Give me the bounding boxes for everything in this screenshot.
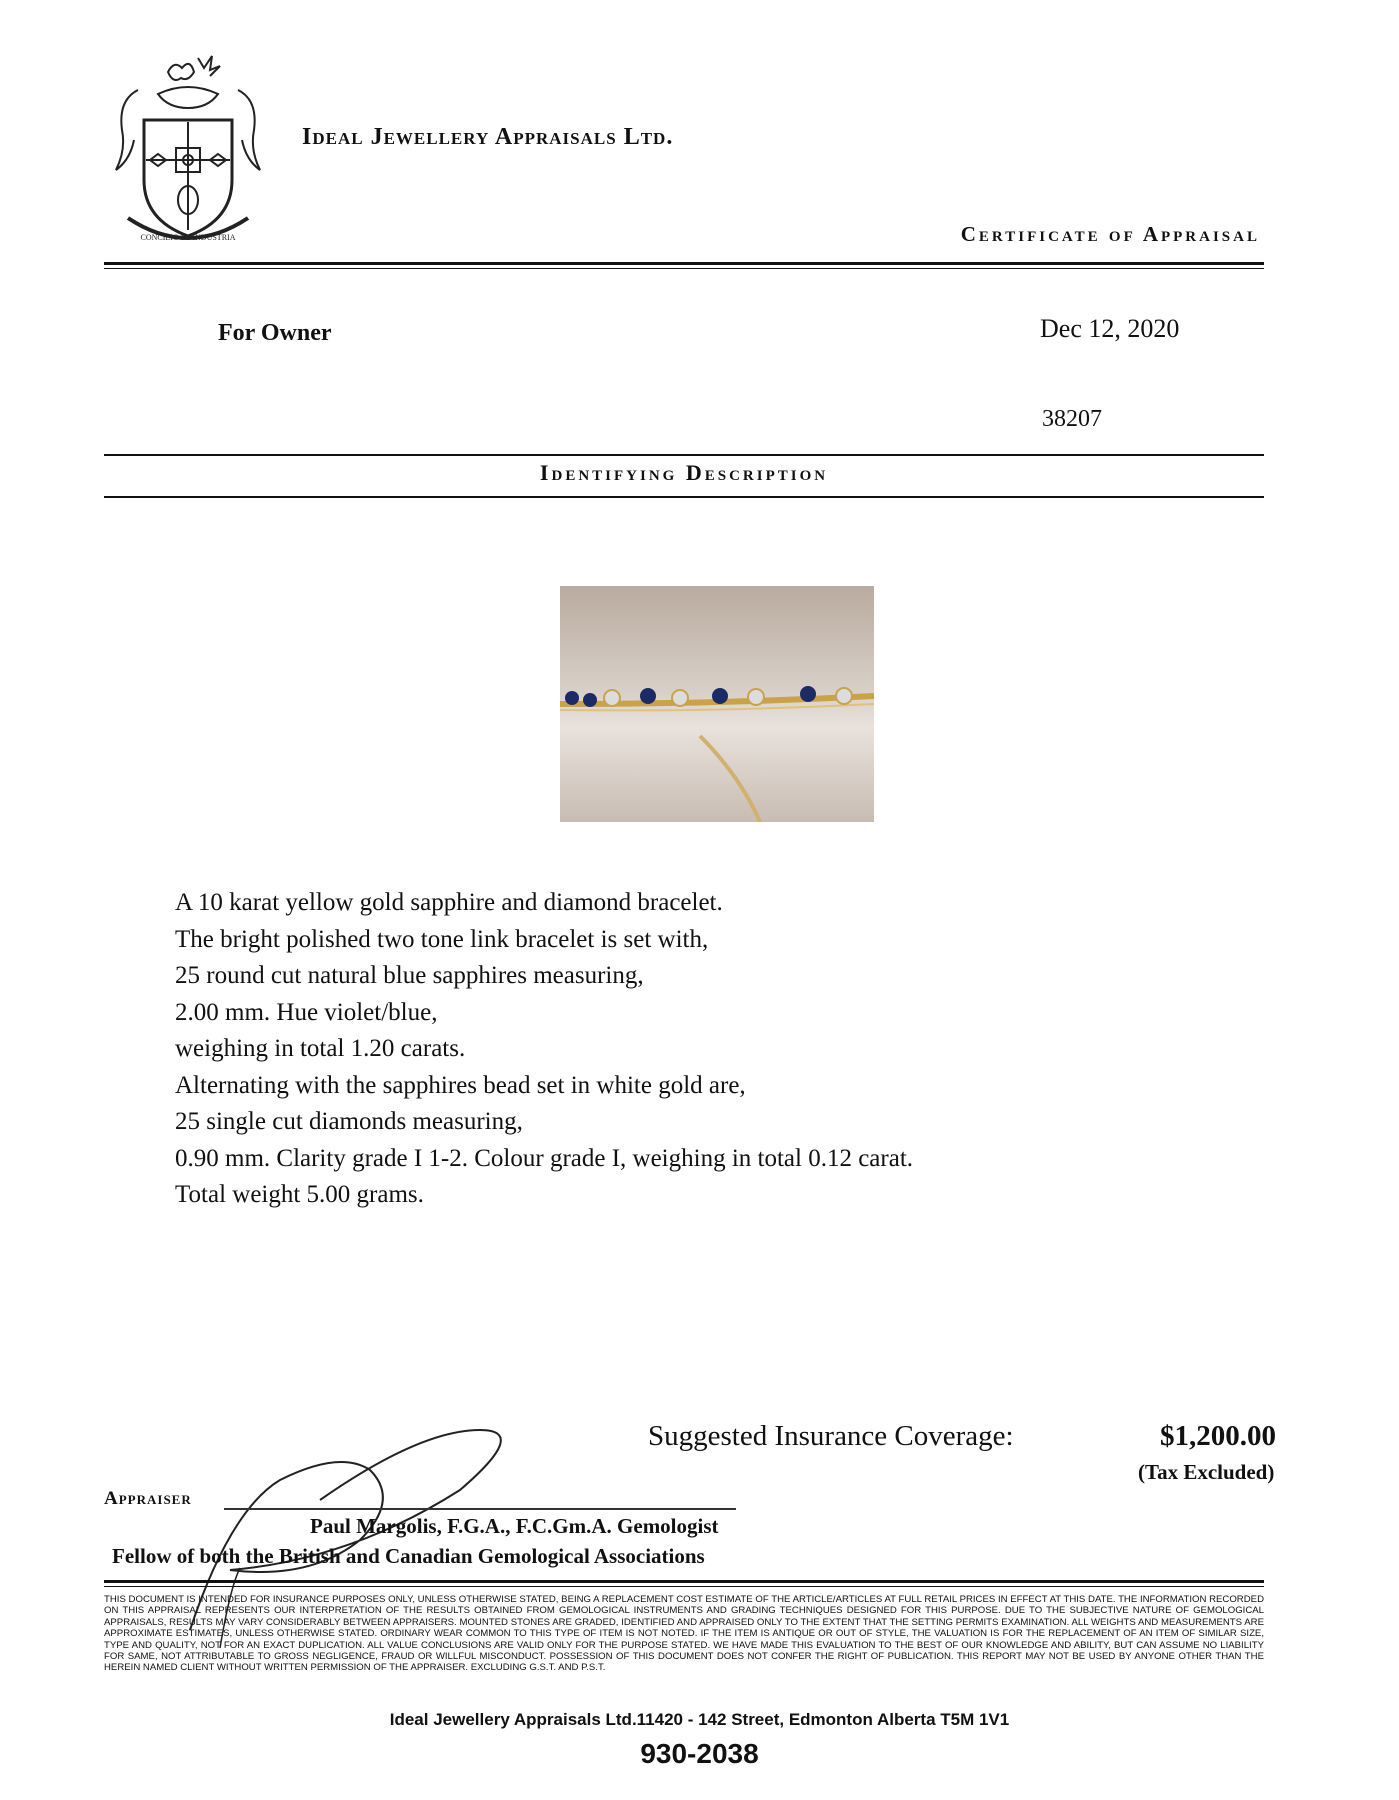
disclaimer-divider-thin: [104, 1586, 1264, 1587]
appraisal-number: 38207: [1042, 406, 1102, 432]
insurance-label: Suggested Insurance Coverage:: [648, 1420, 1014, 1452]
description-line: The bright polished two tone link bracelet is set with,: [175, 925, 709, 953]
coat-of-arms-logo: [108, 50, 268, 250]
section-title: Identifying Description: [539, 460, 829, 485]
description-line: 2.00 mm. Hue violet/blue,: [175, 998, 438, 1026]
recipient-label: For Owner: [218, 320, 332, 346]
header-divider-thin: [104, 268, 1264, 269]
description-line: Total weight 5.00 grams.: [175, 1181, 424, 1208]
legal-disclaimer: THIS DOCUMENT IS INTENDED FOR INSURANCE PURPOSES ONLY, UNLESS OTHERWISE STATED, BEING A REPLACEMENT COST ESTIMATE OF THE ARTICLE/ARTICLES AT FULL RETAIL PRICES IN EFFECT AT THIS DATE. THE INFORMATION RECORDED ON THIS APPRAISAL REPRESENTS OUR INTERPRETATION OF THE RESULTS OBTAINED FROM GEMOLOGICAL INSTRUMENTS AND GRADING TECHNIQUES DESIGNED FOR THIS PURPOSE. DUE TO THE SUBJECTIVE NATURE OF GEMOLOGICAL APPRAISALS, RESULTS MAY VARY CONSIDERABLY BETWEEN APPRAISERS. MOUNTED STONES ARE GRADED, IDENTIFIED AND APPRAISED ONLY TO THE EXTENT THAT THE SETTING PERMITS EXAMINATION. ALL WEIGHTS AND MEASUREMENTS ARE APPROXIMATE ESTIMATES, UNLESS OTHERWISE STATED. ORDINARY WEAR COMMON TO THIS TYPE OF ITEM IS NOT NOTED. IF THE ITEM IS ANTIQUE OR OUT OF STYLE, THE VALUATION IS FOR THE REPLACEMENT OF AN ITEM OF SIMILAR SIZE, TYPE AND QUALITY, NOT FOR AN EXACT DUPLICATION. ALL VALUE CONCLUSIONS ARE VALID ONLY FOR THE PURPOSE STATED. WE HAVE MADE THIS EVALUATION TO THE BEST OF OUR KNOWLEDGE AND ABILITY, BUT CAN ASSUME NO LIABILITY FOR SAME, NOT ATTRIBUTABLE TO GROSS NEGLIGENCE, FRAUD OR WILLFUL MISCONDUCT. POSSESSION OF THIS DOCUMENT DOES NOT CONFER THE RIGHT OF PUBLICATION. THIS REPORT MAY NOT BE USED BY ANYONE OTHER THAN THE HEREIN NAMED CLIENT WITHOUT WRITTEN PERMISSION OF THE APPRAISER. EXCLUDING G.S.T. AND P.S.T.: [104, 1594, 1264, 1674]
description-line: weighing in total 1.20 carats.: [175, 1035, 466, 1062]
appraisal-date: Dec 12, 2020: [1040, 314, 1180, 343]
footer-phone: 930-2038: [640, 1738, 759, 1769]
signature-line: [224, 1508, 736, 1510]
header-divider: [104, 262, 1264, 265]
tax-note: (Tax Excluded): [1138, 1460, 1275, 1484]
appraiser-label: Appraiser: [104, 1488, 192, 1509]
company-name: Ideal Jewellery Appraisals Ltd.: [302, 124, 674, 150]
description-line: A 10 karat yellow gold sapphire and diamond bracelet.: [175, 889, 723, 916]
footer-address: Ideal Jewellery Appraisals Ltd.11420 - 142 Street, Edmonton Alberta T5M 1V1: [389, 1710, 1010, 1729]
description-line: 25 round cut natural blue sapphires measuring,: [175, 962, 644, 989]
document-title: Certificate of Appraisal: [960, 222, 1260, 246]
disclaimer-divider: [104, 1580, 1264, 1583]
item-description: [175, 885, 913, 1214]
description-line: Alternating with the sapphires bead set in white gold are,: [175, 1071, 746, 1099]
appraiser-credentials: Fellow of both the British and Canadian Gemological Associations: [112, 1544, 705, 1568]
insurance-value: $1,200.00: [1160, 1420, 1276, 1452]
bracelet-photo: [560, 586, 874, 822]
appraiser-name: Paul Margolis, F.G.A., F.C.Gm.A. Gemologist: [310, 1514, 719, 1538]
svg-text:CONCILIO ET INDUSTRIA: CONCILIO ET INDUSTRIA: [140, 233, 236, 242]
section-top-divider: [104, 454, 1264, 456]
description-line: 0.90 mm. Clarity grade I 1-2. Colour grade I, weighing in total 0.12 carat.: [175, 1144, 914, 1172]
section-bottom-divider: [104, 496, 1264, 498]
description-line: 25 single cut diamonds measuring,: [175, 1108, 523, 1135]
